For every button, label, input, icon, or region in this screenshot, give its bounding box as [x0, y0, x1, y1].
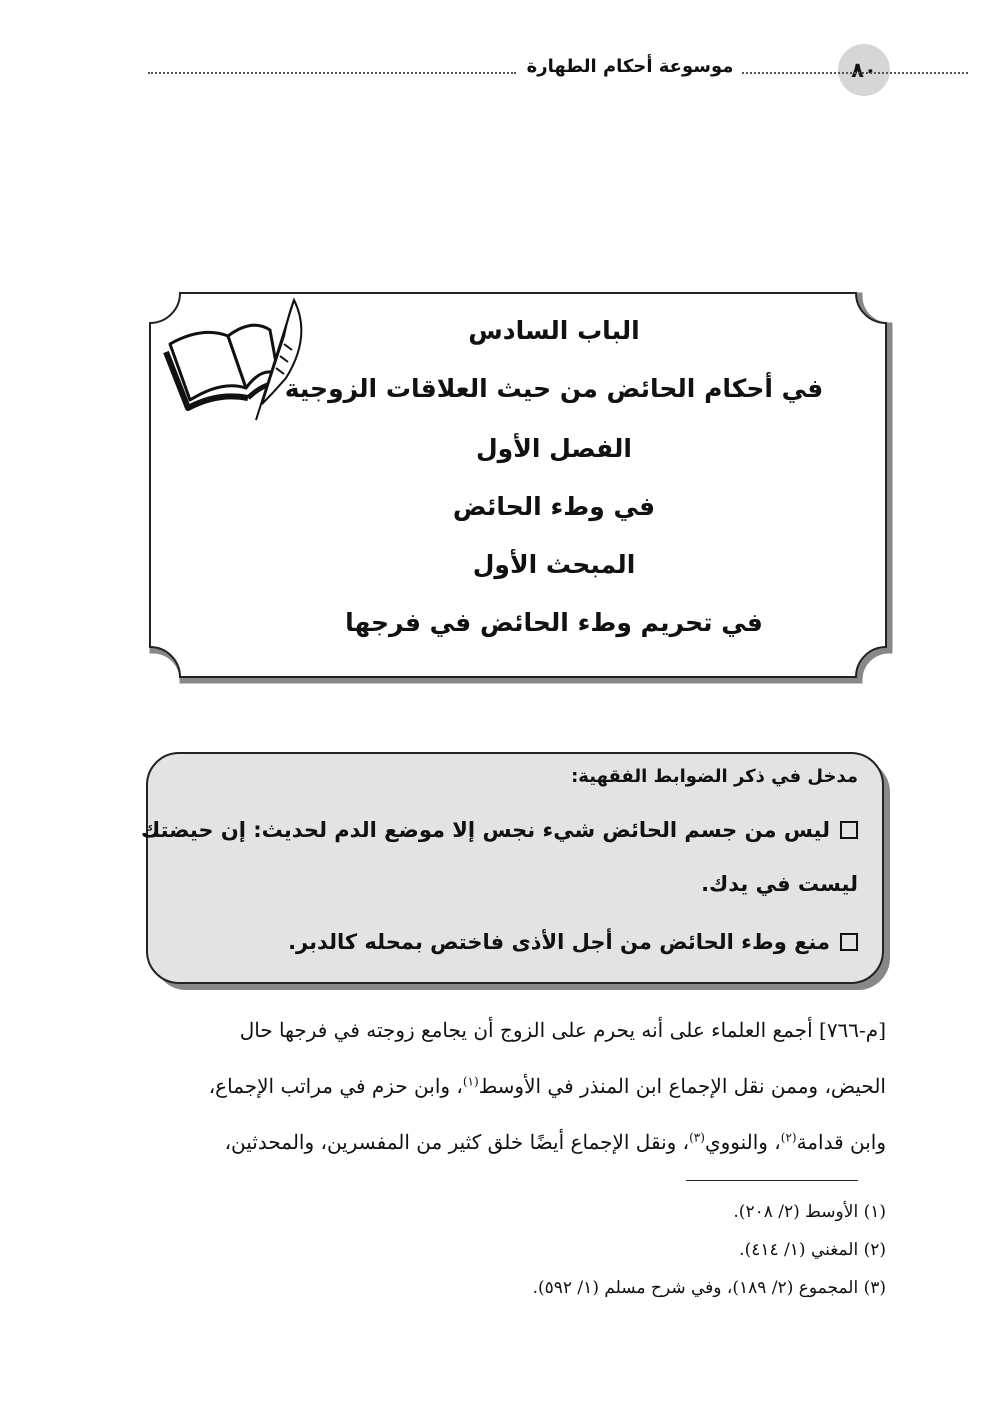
page-header — [146, 44, 890, 96]
body-text: ، وابن حزم في مراتب الإجماع، — [208, 1074, 463, 1098]
rule-text: ليس من جسم الحائض شيء نجس إلا موضع الدم لحديث: إن حيضتك — [141, 818, 830, 842]
footnote-separator — [686, 1180, 858, 1181]
body-line — [209, 1074, 886, 1098]
rule-text: ليست في يدك. — [701, 872, 858, 896]
header-dotted-rule — [148, 72, 516, 74]
body-text: ، ونقل الإجماع أيضًا خلق كثير من المفسرين، والمحدثين، — [224, 1130, 690, 1154]
body-text: ، والنووي — [704, 1130, 781, 1154]
footnote: (٢) المغني (١/ ٤١٤). — [739, 1240, 886, 1260]
mabhath-title: المبحث الأول — [472, 550, 636, 579]
body-text: وابن قدامة — [796, 1130, 886, 1154]
checkbox-bullet-icon — [840, 821, 858, 839]
running-title: موسوعة أحكام الطهارة — [526, 56, 734, 77]
body-text: الحيض، وممن نقل الإجماع ابن المنذر في الأوسط — [478, 1074, 886, 1098]
rule-item-continuation — [701, 872, 858, 896]
bab-subtitle: في أحكام الحائض من حيث العلاقات الزوجية — [284, 374, 824, 403]
footnote-ref[interactable]: (١) — [462, 1074, 479, 1089]
rule-text: منع وطء الحائض من أجل الأذى فاختص بمحله كالدبر. — [288, 930, 830, 954]
footnote-ref[interactable]: (٢) — [780, 1130, 797, 1145]
fasl-title: الفصل الأول — [475, 434, 633, 463]
rule-item — [141, 818, 858, 842]
footnote-ref[interactable]: (٣) — [689, 1130, 705, 1145]
page-number: ٨٠ — [838, 44, 890, 96]
footnote: (١) الأوسط (٢/ ٢٠٨). — [733, 1202, 886, 1222]
checkbox-bullet-icon — [840, 933, 858, 951]
fasl-subtitle: في وطء الحائض — [452, 492, 656, 521]
rules-heading: مدخل في ذكر الضوابط الفقهية: — [571, 766, 858, 787]
body-line — [225, 1130, 886, 1154]
bab-title: الباب السادس — [468, 316, 640, 345]
footnote: (٣) المجموع (٢/ ١٨٩)، وفي شرح مسلم (١/ ٥٩٢). — [532, 1278, 886, 1298]
header-dotted-rule — [742, 72, 968, 74]
rule-item — [288, 930, 858, 954]
mabhath-subtitle: في تحريم وطء الحائض في فرجها — [345, 608, 763, 637]
body-line: [م-٧٦٦] أجمع العلماء على أنه يحرم على الزوج أن يجامع زوجته في فرجها حال — [239, 1018, 886, 1042]
